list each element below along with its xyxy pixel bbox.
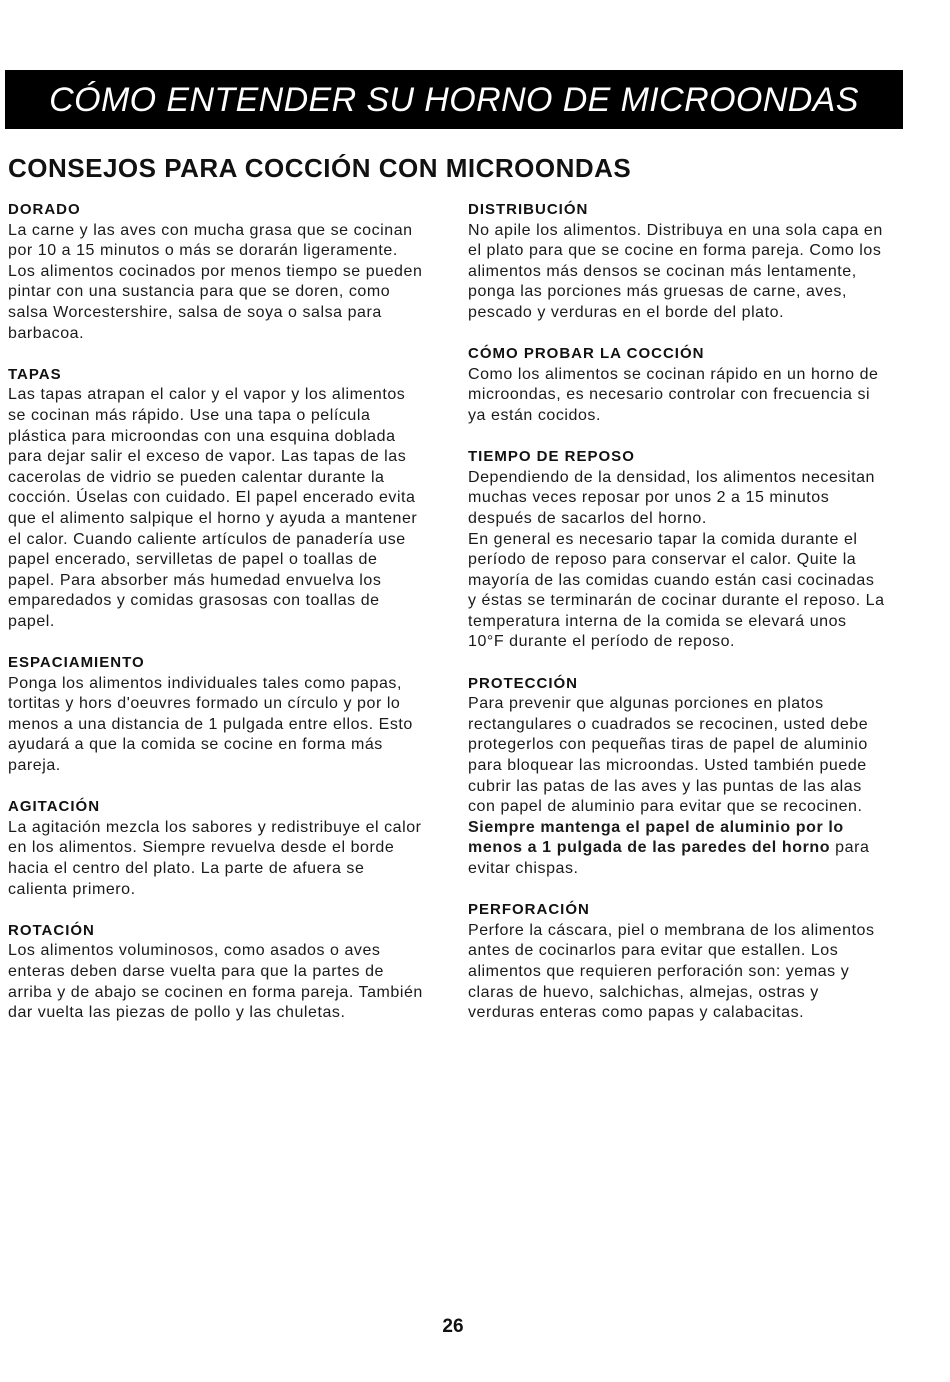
text-line: Las tapas atrapan el calor y el vapor y los alimentos [8,386,406,404]
text-line: y éstas se terminarán de cocinar durante el reposo. La [468,592,885,610]
section-heading: CÓMO PROBAR LA COCCIÓN [468,345,705,363]
text-line: salsa Worcestershire, salsa de soya o salsa para [8,303,382,321]
text-line: Los alimentos voluminosos, como asados o aves [8,942,381,960]
text-line: microondas, es necesario controlar con frecuencia si [468,386,871,404]
section-heading: ESPACIAMIENTO [8,654,145,672]
text-line: No apile los alimentos. Distribuya en una sola capa en [468,221,883,239]
text-line: menos a una distancia de 1 pulgada entre ellos. Esto [8,715,413,733]
text-line: La carne y las aves con mucha grasa que se cocinan [8,221,413,239]
section-heading: TAPAS [8,365,62,383]
section-perforacion [468,900,938,1024]
text-line: ponga las porciones más gruesas de carne, aves, [468,283,847,301]
section-rotacion [8,921,453,1024]
text-line: ayudará a que la comida se cocine en forma más [8,736,383,754]
text-line: cacerolas de vidrio se pueden calentar durante la [8,468,385,486]
text-line: por 10 a 15 minutos o más se dorarán ligeramente. [8,242,398,260]
section-heading: PERFORACIÓN [468,901,590,919]
section-proteccion [468,674,938,880]
text-line: pintar con una sustancia para que se doren, como [8,283,391,301]
section-heading: AGITACIÓN [8,798,101,816]
text-line: papel encerado, servilletas de papel o toallas de [8,551,378,569]
text-line: que el alimento salpique el horno y ayuda a mantener [8,509,418,527]
text-line: arriba y de abajo se cocinen en forma pareja. También [8,983,423,1001]
text-line: en los alimentos. Siempre revuelva desde el borde [8,839,395,857]
text-line: verduras enteras como papas y calabacitas. [468,1004,805,1022]
text-line: rectangulares o cuadrados se recocinen, usted debe [468,715,869,733]
emphasis-text: menos a 1 pulgada de las paredes del horno [468,839,831,857]
text-line: para bloquear las microondas. Usted también puede [468,757,867,775]
text-line: mayoría de las comidas cuando están casi cocinadas [468,571,875,589]
text-line: se cocinan más rápido. Use una tapa o película [8,406,371,424]
section-agitacion [8,797,453,900]
text-line [468,818,938,839]
text-line: plástica para microondas con una esquina doblada [8,427,396,445]
text-line: Como los alimentos se cocinan rápido en un horno de [468,365,879,383]
text-line: tortitas y hors d'oeuvres formado un círculo y por lo [8,695,401,713]
section-heading: PROTECCIÓN [468,674,579,692]
text-line: muchas veces reposar por unos 2 a 15 minutos [468,489,830,507]
text-line: cocción. Úselas con cuidado. El papel encerado evita [8,489,416,507]
emphasis-text: Siempre mantenga el papel de aluminio por lo [468,818,844,836]
page-heading: CONSEJOS PARA COCCIÓN CON MICROONDAS [8,153,632,183]
text-line: La agitación mezcla los sabores y redistribuye el calor [8,818,422,836]
text-line: papel. Para absorber más humedad envuelva los [8,571,382,589]
title-banner [5,70,903,129]
section-como-probar-la-coccion [468,344,938,426]
left-column [8,200,453,1044]
text-line: barbacoa. [8,324,85,342]
text-line: Perfore la cáscara, piel o membrana de los alimentos [468,921,875,939]
text-line: con papel de aluminio para evitar que se recocinen. [468,798,863,816]
text-line: emparedados y comidas grasosas con toallas de [8,592,380,610]
text-line: Ponga los alimentos individuales tales como papas, [8,674,402,692]
section-espaciamiento [8,653,453,777]
text-line: Dependiendo de la densidad, los alimentos necesitan [468,468,875,486]
text-line: hacia el centro del plato. La parte de afuera se [8,860,365,877]
text-line: calienta primero. [8,880,136,898]
text-line: antes de cocinarlos para evitar que estallen. Los [468,942,839,960]
text-line [468,838,938,859]
section-tiempo-de-reposo [468,447,938,653]
text-line: ya están cocidos. [468,406,601,424]
text-line: después de sacarlos del horno. [468,509,707,527]
section-heading: DORADO [8,201,81,218]
section-dorado [8,200,453,344]
text-line: temperatura interna de la comida se elevará unos [468,612,847,630]
text-line: pareja. [8,757,61,775]
text-line: papel. [8,612,55,630]
text-line: alimentos que requieren perforación son: yemas y [468,962,850,980]
text-line: evitar chispas. [468,860,579,877]
text-line: para dejar salir el exceso de vapor. Las tapas de las [8,448,407,466]
text-line: protegerlos con pequeñas tiras de papel de aluminio [468,736,868,754]
section-heading: ROTACIÓN [8,921,95,939]
right-column [468,200,938,1044]
section-distribucion [468,200,938,324]
text-line: Para prevenir que algunas porciones en platos [468,695,824,713]
section-heading: TIEMPO DE REPOSO [468,448,635,466]
text-line: el plato para que se cocine en forma pareja. Como los [468,242,882,260]
text-line: Los alimentos cocinados por menos tiempo se pueden [8,262,423,280]
section-heading: DISTRIBUCIÓN [468,201,589,218]
text-line: En general es necesario tapar la comida durante el [468,530,858,548]
text-line: el calor. Cuando caliente artículos de panadería use [8,530,406,548]
text-line: dar vuelta las piezas de pollo y las chuletas. [8,1004,346,1022]
text-line: 10°F durante el período de reposo. [468,633,736,651]
page-number: 26 [442,1316,464,1337]
text-line: claras de huevo, salchichas, almejas, ostras y [468,983,819,1001]
text-line: cubrir las patas de las aves y las puntas de las alas [468,777,862,795]
text-span: para [830,839,870,857]
text-line: pescado y verduras en el borde del plato. [468,303,785,321]
text-line: período de reposo para conservar el calor. Quite la [468,551,857,569]
text-line: enteras deben darse vuelta para que la partes de [8,962,384,980]
section-tapas [8,365,453,633]
banner-title: CÓMO ENTENDER SU HORNO DE MICROONDAS [49,81,859,119]
text-line: alimentos más densos se cocinan más lentamente, [468,262,857,280]
